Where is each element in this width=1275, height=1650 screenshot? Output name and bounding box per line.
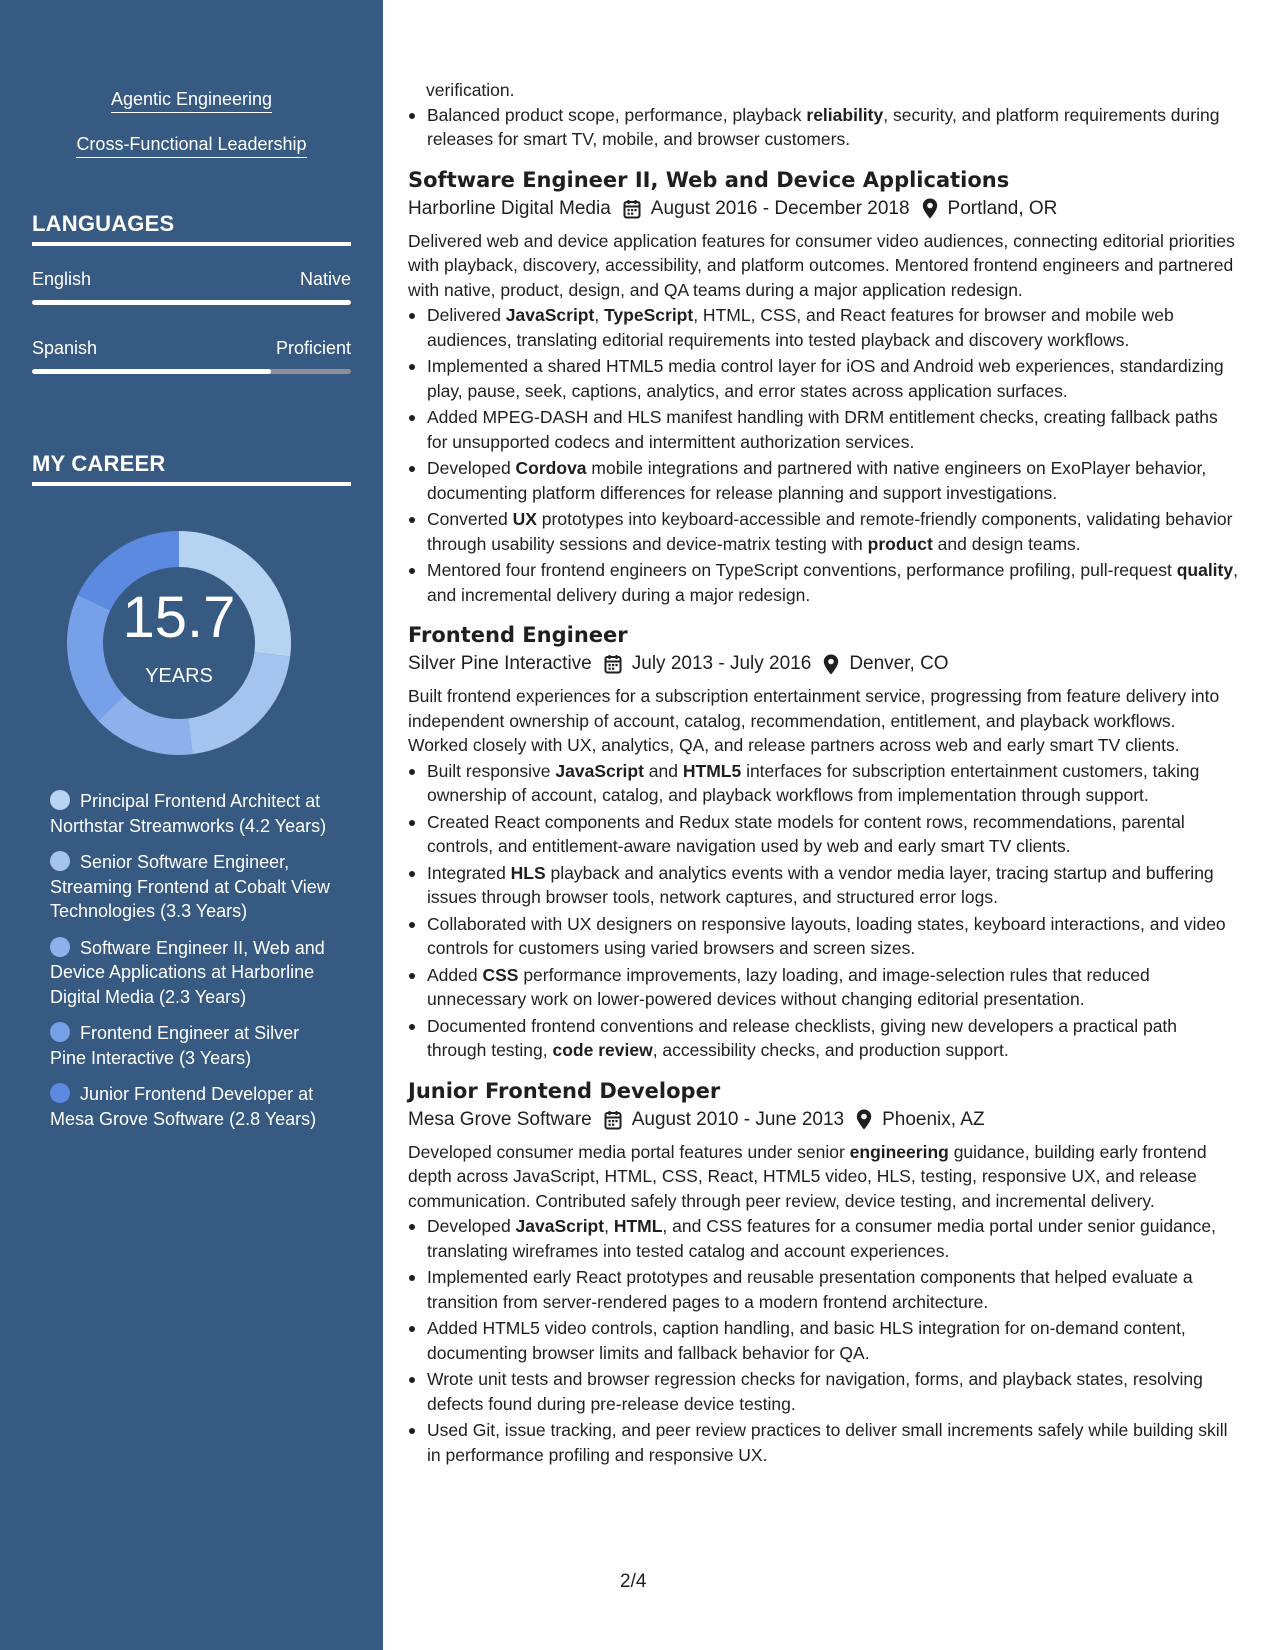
text-run: Documented frontend conventions and release checklists, giving new developers a practical path through testing, bbox=[427, 1015, 1178, 1060]
bullet-item bbox=[408, 1014, 1238, 1063]
career-list bbox=[50, 789, 340, 1143]
text-run: , bbox=[594, 305, 605, 325]
language-bar-spanish bbox=[32, 369, 351, 374]
text-run: Integrated bbox=[427, 862, 511, 883]
job-summary bbox=[408, 229, 1238, 303]
job-bullet-list bbox=[408, 759, 1238, 1063]
bullet-item bbox=[408, 1367, 1238, 1416]
job-dates: July 2013 - July 2016 bbox=[631, 653, 812, 674]
text-run: Collaborated with UX designers on responsive layouts, loading states, keyboard interactions, and video controls for customers using varied browsers and screen sizes. bbox=[427, 913, 1226, 958]
text-run: interfaces for subscription entertainment customers, taking ownership of account, catalog, and playback workflows from implementation through support. bbox=[427, 760, 1200, 805]
career-item bbox=[50, 850, 340, 924]
bullet-item bbox=[408, 558, 1238, 607]
job-location: Portland, OR bbox=[947, 197, 1058, 219]
job-entry bbox=[408, 166, 1238, 608]
text-run: Created React components and Redux state models for content rows, recommendations, parental controls, and entitlement-aware navigation used by web and early smart TV clients. bbox=[427, 811, 1185, 856]
bold-keyword: code review bbox=[552, 1040, 653, 1060]
job-bullet-list bbox=[408, 1214, 1238, 1467]
bullet-item bbox=[408, 103, 1238, 152]
company-name: Silver Pine Interactive bbox=[408, 653, 592, 674]
language-row-spanish bbox=[32, 337, 351, 359]
text-run: and design teams. bbox=[932, 533, 1081, 554]
job-title: Software Engineer II, Web and Device Applications bbox=[408, 167, 1010, 192]
bullet-item bbox=[408, 963, 1238, 1012]
text-run: , security, and platform requirements during releases for smart TV, mobile, and browser customers. bbox=[427, 104, 1220, 149]
language-bar-fill bbox=[32, 300, 351, 305]
text-run: Built frontend experiences for a subscription entertainment service, progressing from feature delivery into independent ownership of account, catalog, recommendation, entitlement, and playback workflows. Worked closely with UX, analytics, QA, and release partners across web and early smart TV clients. bbox=[408, 686, 1220, 755]
text-run: Developed bbox=[427, 1216, 516, 1236]
legend-dot-icon bbox=[50, 851, 70, 871]
bold-keyword: engineering bbox=[849, 1141, 949, 1162]
bold-keyword: Cordova bbox=[515, 458, 587, 478]
bold-keyword: JavaScript bbox=[505, 305, 595, 325]
text-run: Wrote unit tests and browser regression checks for navigation, forms, and playback states, resolving defects found during pre-release device testing. bbox=[427, 1369, 1203, 1414]
text-run: Developed consumer media portal features under senior bbox=[408, 1141, 850, 1162]
language-name: Spanish bbox=[32, 338, 98, 358]
career-item bbox=[50, 936, 340, 1010]
continued-text: verification. bbox=[426, 80, 515, 100]
text-run: and bbox=[643, 760, 683, 781]
text-run: guidance, building early frontend depth across JavaScript, HTML, CSS, React, HTML5 video, HLS, testing, responsive UX, and release communication. Contributed safely through peer review, device testing, and incremental delivery. bbox=[408, 1141, 1207, 1211]
bullet-item bbox=[408, 303, 1238, 352]
bullet-item bbox=[408, 405, 1238, 454]
job-summary bbox=[408, 684, 1238, 758]
text-run: mobile integrations and partnered with native engineers on ExoPlayer behavior, documenting platform differences for release planning and support investigations. bbox=[427, 458, 1207, 503]
continued-bullet-list bbox=[408, 103, 1238, 152]
text-run: prototypes into keyboard-accessible and remote-friendly components, validating behavior through usability sessions and device-matrix testing with bbox=[427, 509, 1233, 554]
career-heading: MY CAREER bbox=[32, 450, 351, 486]
career-total-years: 15.7 bbox=[122, 585, 236, 650]
bold-keyword: TypeScript bbox=[604, 305, 694, 325]
bold-keyword: HTML5 bbox=[682, 760, 742, 781]
text-run: playback and analytics events with a vendor media layer, tracing startup and buffering issues through browser tools, network captures, and structured error logs. bbox=[427, 862, 1214, 907]
text-run: Added HTML5 video controls, caption handling, and basic HLS integration for on-demand content, documenting browser limits and fallback behavior for QA. bbox=[427, 1318, 1186, 1363]
job-entry bbox=[408, 621, 1238, 1063]
job-entry bbox=[408, 1077, 1238, 1468]
language-bar-english bbox=[32, 300, 351, 305]
location-pin-icon bbox=[922, 198, 938, 219]
bold-keyword: CSS bbox=[482, 964, 519, 985]
job-meta bbox=[408, 649, 1238, 679]
skill-link-cross-functional-leadership[interactable] bbox=[0, 133, 383, 158]
sidebar bbox=[0, 0, 383, 1650]
legend-dot-icon bbox=[50, 937, 70, 957]
bold-keyword: HLS bbox=[510, 862, 546, 883]
legend-dot-icon bbox=[50, 1022, 70, 1042]
career-item bbox=[50, 789, 340, 838]
legend-dot-icon bbox=[50, 790, 70, 810]
text-run: Implemented early React prototypes and reusable presentation components that helped evaluate a transition from server-rendered pages to a modern frontend architecture. bbox=[427, 1267, 1193, 1312]
career-item-label: Principal Frontend Architect at Northstar Streamworks (4.2 Years) bbox=[50, 791, 327, 836]
text-run: Built responsive bbox=[427, 760, 556, 781]
career-item bbox=[50, 1021, 340, 1070]
language-bar-fill bbox=[32, 369, 271, 374]
bold-keyword: JavaScript bbox=[515, 1216, 605, 1236]
bullet-item bbox=[408, 354, 1238, 403]
company-name: Harborline Digital Media bbox=[408, 197, 611, 219]
calendar-icon bbox=[604, 1110, 622, 1130]
languages-heading: LANGUAGES bbox=[32, 210, 351, 246]
bold-keyword: UX bbox=[512, 509, 537, 529]
skill-label: Agentic Engineering bbox=[111, 88, 272, 113]
bullet-item bbox=[408, 1214, 1238, 1263]
job-bullet-list bbox=[408, 303, 1238, 607]
job-title: Frontend Engineer bbox=[408, 623, 628, 647]
text-run: , and incremental delivery during a major redesign. bbox=[427, 560, 1238, 605]
bullet-item bbox=[408, 810, 1238, 859]
job-meta bbox=[408, 1105, 1238, 1135]
calendar-icon bbox=[604, 654, 622, 674]
text-run: , HTML, CSS, and React features for browser and mobile web audiences, translating editorial requirements into tested playback and discovery workflows. bbox=[427, 305, 1174, 350]
career-item bbox=[50, 1082, 340, 1131]
text-run: Delivered bbox=[427, 305, 506, 325]
career-item-label: Junior Frontend Developer at Mesa Grove Software (2.8 Years) bbox=[50, 1084, 317, 1129]
bullet-item bbox=[408, 912, 1238, 961]
location-pin-icon bbox=[823, 654, 839, 675]
text-run: Balanced product scope, performance, playback bbox=[427, 104, 807, 125]
bullet-item bbox=[408, 759, 1238, 808]
bold-keyword: quality bbox=[1176, 560, 1234, 580]
job-meta bbox=[408, 194, 1238, 224]
text-run: Delivered web and device application features for consumer video audiences, connecting editorial priorities with playback, discovery, accessibility, and platform outcomes. Mentored frontend engineers and partnered with native, product, design, and QA teams during a major application redesign. bbox=[408, 230, 1235, 300]
career-donut-chart bbox=[66, 530, 292, 756]
job-title: Junior Frontend Developer bbox=[408, 1078, 721, 1103]
text-run: Implemented a shared HTML5 media control layer for iOS and Android web experiences, standardizing play, pause, seek, captions, analytics, and error states across application surfaces. bbox=[427, 356, 1224, 401]
text-run: , accessibility checks, and production support. bbox=[652, 1040, 1009, 1060]
text-run: , and CSS features for a consumer media portal under senior guidance, translating wireframes into tested catalog and account experiences. bbox=[427, 1216, 1216, 1261]
job-location: Phoenix, AZ bbox=[882, 1108, 985, 1130]
calendar-icon bbox=[623, 199, 641, 219]
location-pin-icon bbox=[856, 1109, 872, 1130]
career-item-label: Senior Software Engineer, Streaming Frontend at Cobalt View Technologies (3.3 Years) bbox=[50, 852, 330, 921]
bullet-item bbox=[408, 861, 1238, 910]
text-run: Added bbox=[427, 964, 483, 985]
career-total-unit: YEARS bbox=[145, 665, 213, 687]
skill-label: Cross-Functional Leadership bbox=[76, 133, 306, 158]
bullet-item bbox=[408, 1316, 1238, 1365]
bold-keyword: JavaScript bbox=[555, 760, 644, 781]
bullet-item bbox=[408, 1418, 1238, 1467]
language-level: Native bbox=[299, 269, 351, 289]
text-run: performance improvements, lazy loading, and image-selection rules that reduced unnecessary work on lower-powered devices without changing editorial presentation. bbox=[427, 964, 1150, 1009]
job-dates: August 2010 - June 2013 bbox=[631, 1108, 845, 1130]
bold-keyword: reliability bbox=[806, 104, 884, 125]
company-name: Mesa Grove Software bbox=[408, 1108, 592, 1130]
bold-keyword: product bbox=[867, 533, 933, 554]
text-run: , bbox=[604, 1216, 614, 1236]
job-summary bbox=[408, 1140, 1238, 1214]
language-name: English bbox=[32, 269, 92, 289]
page-number: 2/4 bbox=[620, 1571, 647, 1592]
job-dates: August 2016 - December 2018 bbox=[650, 197, 910, 219]
career-item-label: Software Engineer II, Web and Device Applications at Harborline Digital Media (2.3 Years) bbox=[50, 937, 325, 1007]
text-run: Developed bbox=[427, 458, 516, 478]
legend-dot-icon bbox=[50, 1083, 70, 1103]
bullet-item bbox=[408, 507, 1238, 556]
language-row-english bbox=[32, 268, 351, 290]
experience-section bbox=[408, 78, 1238, 1469]
job-list bbox=[408, 166, 1238, 1468]
text-run: Used Git, issue tracking, and peer review practices to deliver small increments safely while building skill in performance profiling and responsive UX. bbox=[427, 1420, 1228, 1465]
career-item-label: Frontend Engineer at Silver Pine Interactive (3 Years) bbox=[50, 1023, 300, 1068]
text-run: Mentored four frontend engineers on TypeScript conventions, performance profiling, pull-request bbox=[427, 560, 1177, 580]
job-location: Denver, CO bbox=[849, 653, 949, 674]
bullet-item bbox=[408, 456, 1238, 505]
language-level: Proficient bbox=[275, 338, 351, 358]
bullet-item bbox=[408, 1265, 1238, 1314]
bold-keyword: HTML bbox=[613, 1216, 663, 1236]
text-run: Converted bbox=[427, 509, 513, 529]
skill-link-agentic-engineering[interactable] bbox=[0, 88, 383, 113]
text-run: Added MPEG-DASH and HLS manifest handling with DRM entitlement checks, creating fallback paths for unsupported codecs and intermittent authorization services. bbox=[427, 407, 1218, 452]
